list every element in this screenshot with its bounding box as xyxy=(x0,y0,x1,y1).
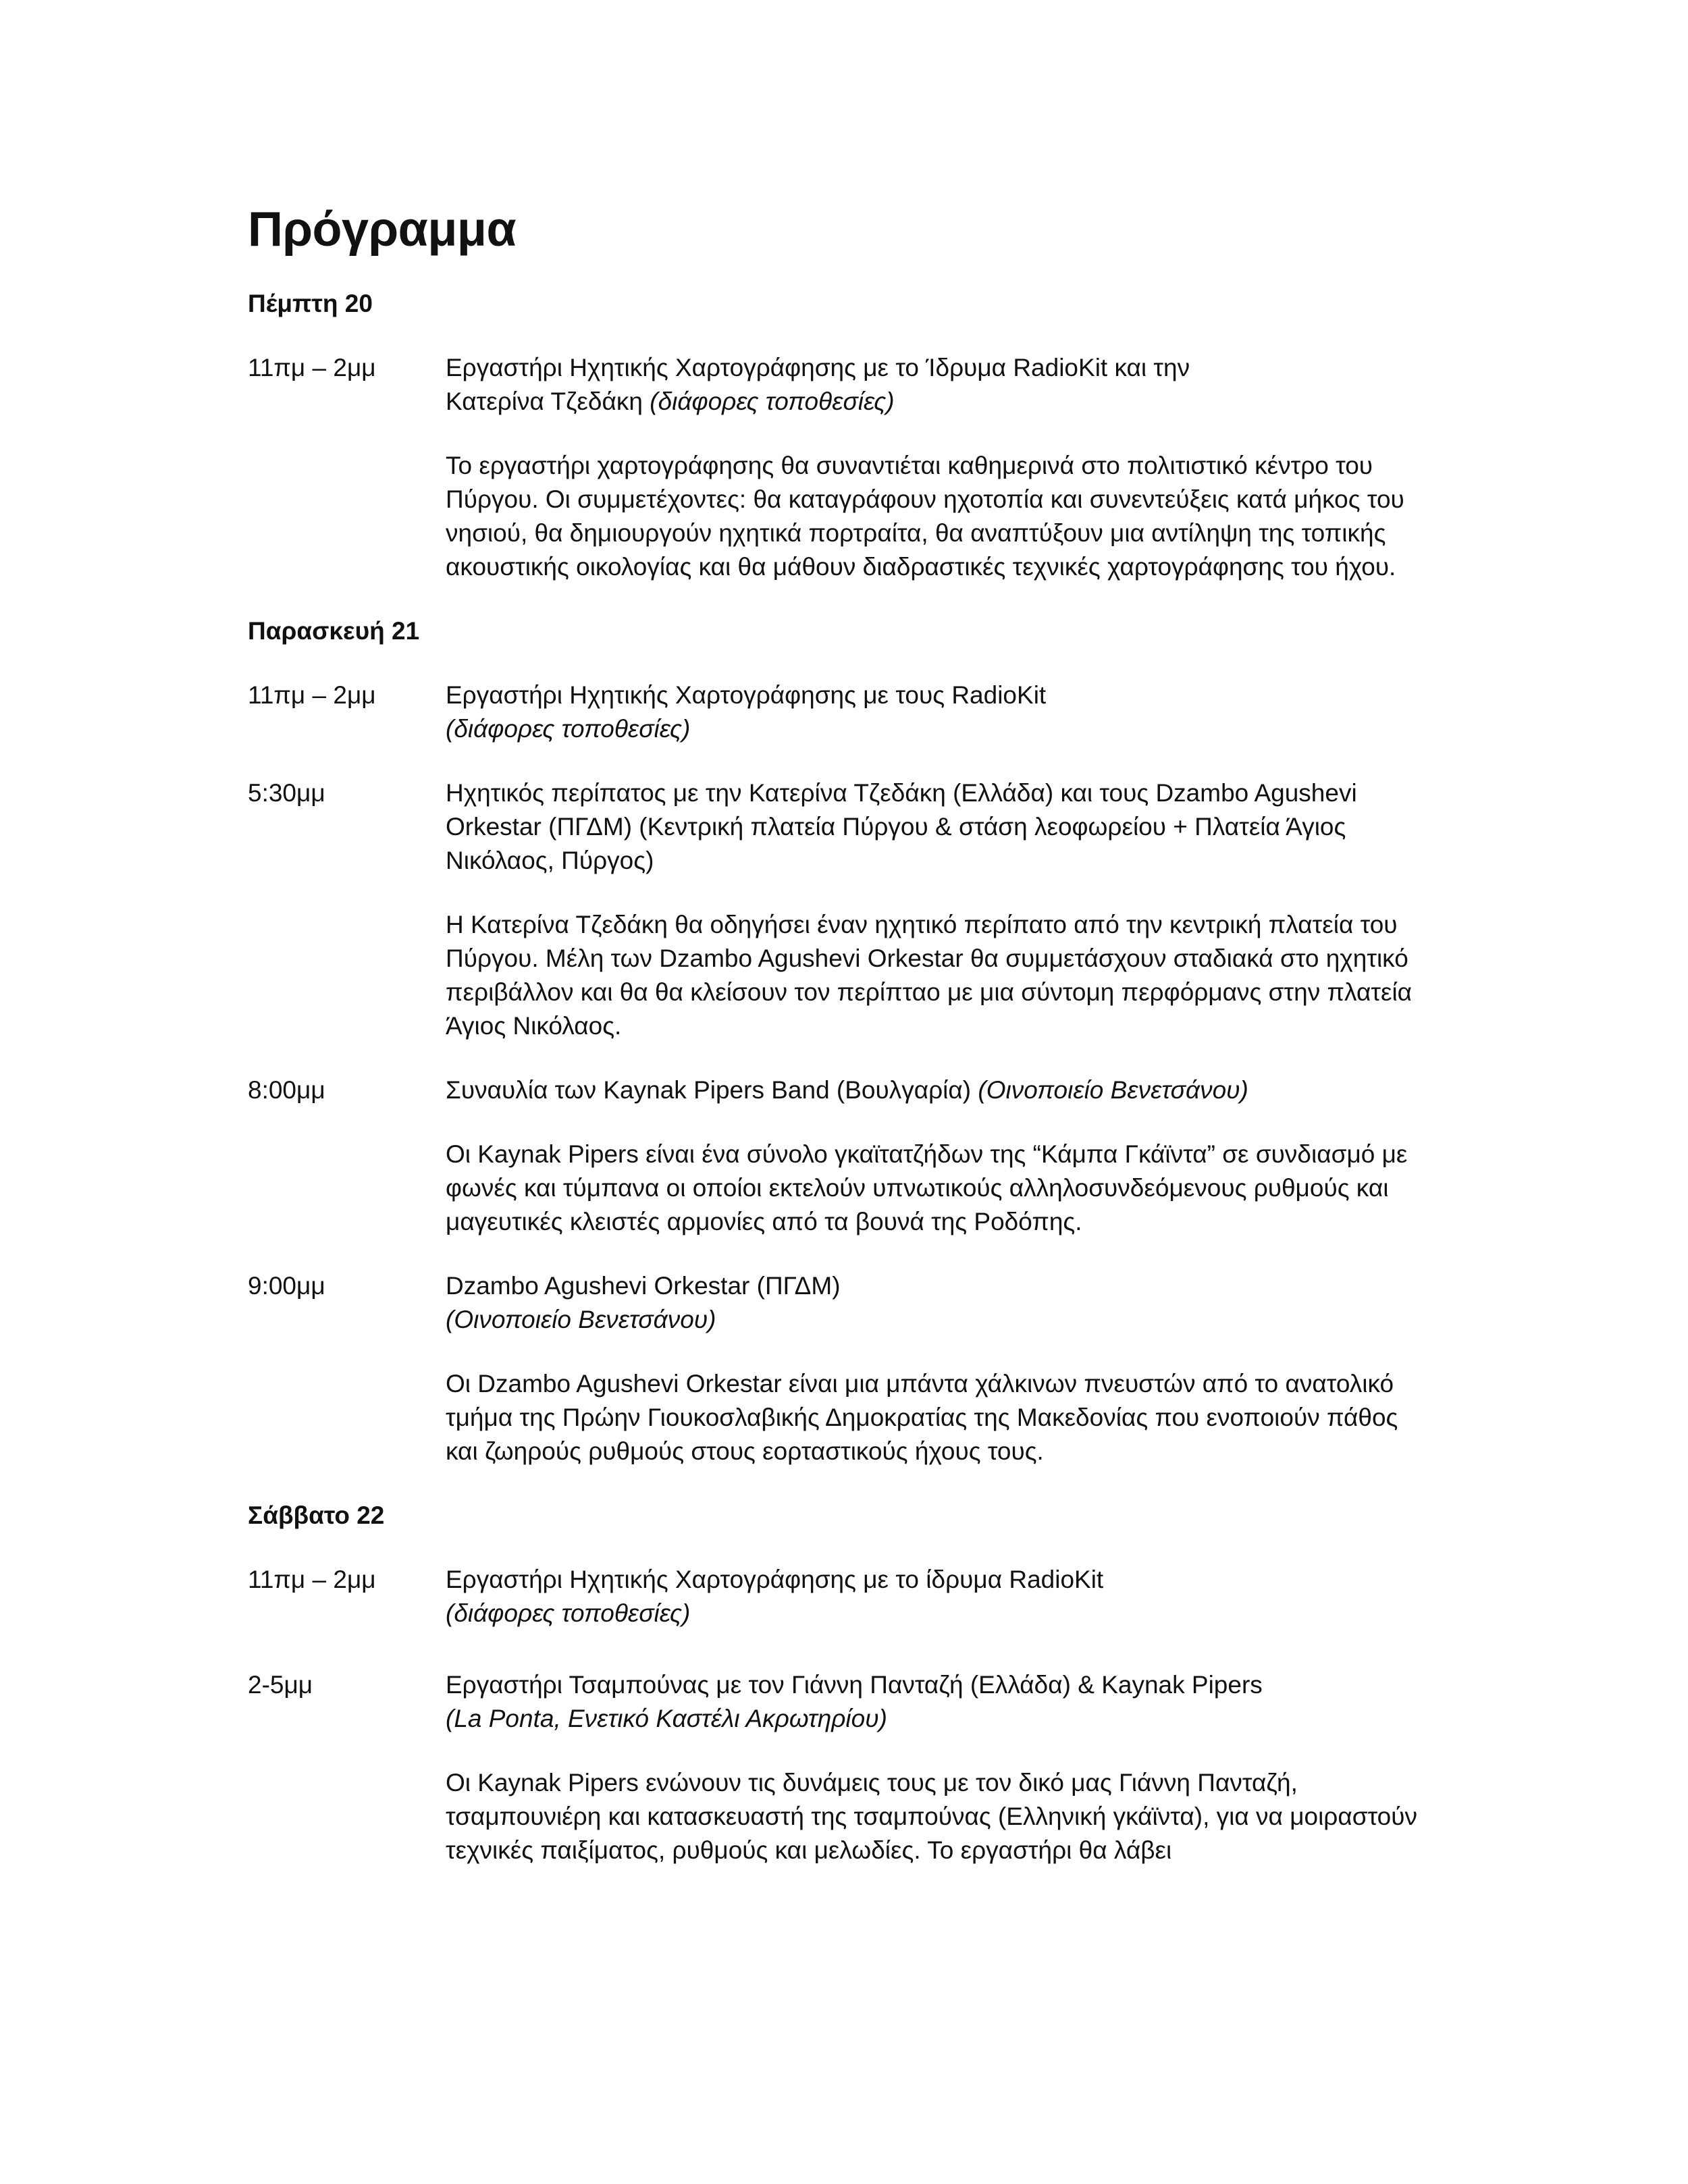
event-row xyxy=(248,1269,1450,1337)
event-location: (διάφορες τοποθεσίες) xyxy=(446,715,691,743)
event-title xyxy=(446,1269,1411,1337)
event-description: Οι Dzambo Agushevi Orkestar είναι μια μπάντα χάλκινων πνευστών από το ανατολικό τμήμα της Πρώην Γιουκοσλαβικής Δημοκρατίας της Μακεδονίας που ενοποιούν πάθος και ζωηρούς ρυθμούς στους εορταστικούς ήχους τους. xyxy=(446,1370,1398,1465)
day-heading-thursday: Πέμπτη 20 xyxy=(248,290,373,317)
event-title-text: Εργαστήρι Τσαμπούνας με τον Γιάννη Πανταζή (Ελλάδα) & Kaynak Pipers xyxy=(446,1671,1263,1699)
event-location: (διάφορες τοποθεσίες) xyxy=(650,388,895,415)
event-title-text: Συναυλία των Kaynak Pipers Band (Βουλγαρία) xyxy=(446,1076,972,1104)
event-location: (La Ponta, Ενετικό Καστέλι Ακρωτηρίου) xyxy=(446,1705,887,1732)
event-row xyxy=(248,678,1450,746)
event-time: 5:30μμ xyxy=(248,779,325,807)
event-location: (Οινοποιείο Βενετσάνου) xyxy=(446,1306,716,1333)
event-row xyxy=(248,1073,1450,1107)
event-title-text: Εργαστήρι Ηχητικής Χαρτογράφησης με το Ίδρυμα RadioKit και την Κατερίνα Τζεδάκη xyxy=(446,354,1190,415)
event-title-text: Εργαστήρι Ηχητικής Χαρτογράφησης με το ίδρυμα RadioKit xyxy=(446,1566,1104,1593)
event-time: 11πμ – 2μμ xyxy=(248,1566,376,1593)
event-title xyxy=(446,1563,1411,1630)
event-row xyxy=(248,776,1450,878)
day-heading-friday: Παρασκευή 21 xyxy=(248,617,420,645)
event-title-text: Dzambo Agushevi Orkestar (ΠΓΔΜ) xyxy=(446,1272,841,1300)
page-title: Πρόγραμμα xyxy=(248,203,517,257)
event-time: 8:00μμ xyxy=(248,1076,325,1104)
event-time: 11πμ – 2μμ xyxy=(248,681,376,709)
event-time: 2-5μμ xyxy=(248,1671,313,1699)
event-row xyxy=(248,351,1450,419)
event-title xyxy=(446,678,1121,746)
event-title xyxy=(446,1073,1411,1107)
event-title xyxy=(446,351,1290,419)
event-title-text: Εργαστήρι Ηχητικής Χαρτογράφησης με τους RadioKit xyxy=(446,681,1047,709)
schedule-page xyxy=(248,203,1450,1867)
event-row xyxy=(248,1668,1450,1736)
event-time: 9:00μμ xyxy=(248,1272,325,1300)
event-time: 11πμ – 2μμ xyxy=(248,354,376,381)
event-location: (Οινοποιείο Βενετσάνου) xyxy=(978,1076,1248,1104)
event-description: Η Κατερίνα Τζεδάκη θα οδηγήσει έναν ηχητικό περίπατο από την κεντρική πλατεία του Πύργου. Μέλη των Dzambo Agushevi Orkestar θα συμμετάσχουν σταδιακά στο ηχητικό περιβάλλον και θα θα κλείσουν τον περίπταο με μια σύντομη περφόρμανς στην πλατεία Άγιος Νικόλαος. xyxy=(446,911,1413,1040)
event-row xyxy=(248,1563,1450,1630)
event-description: Οι Kaynak Pipers είναι ένα σύνολο γκαϊτατζήδων της “Κάμπα Γκάϊντα” σε συνδιασμό με φωνές και τύμπανα οι οποίοι εκτελούν υπνωτικούς αλληλοσυνδεόμενους ρυθμούς και μαγευτικές κλειστές αρμονίες από τα βουνά της Ροδόπης. xyxy=(446,1140,1408,1235)
event-title xyxy=(446,1668,1411,1736)
event-location: (διάφορες τοποθεσίες) xyxy=(446,1599,691,1627)
event-title: Ηχητικός περίπατος με την Κατερίνα Τζεδάκη (Ελλάδα) και τους Dzambo Agushevi Orkestar (ΠΓΔΜ) (Κεντρική πλατεία Πύργου & στάση λεοφωρείου + Πλατεία Άγιος Νικόλαος, Πύργος) xyxy=(446,779,1357,874)
event-description: Οι Kaynak Pipers ενώνουν τις δυνάμεις τους με τον δικό μας Γιάννη Πανταζή, τσαμπουνιέρη και κατασκευαστή της τσαμπούνας (Ελληνική γκάϊντα), για να μοιραστούν τεχνικές παιξίματος, ρυθμούς και μελωδίες. Το εργαστήρι θα λάβει xyxy=(446,1769,1417,1864)
event-description: Το εργαστήρι χαρτογράφησης θα συναντιέται καθημερινά στο πολιτιστικό κέντρο του Πύργου. Οι συμμετέχοντες: θα καταγράφουν ηχοτοπία και συνεντεύξεις κατά μήκος του νησιού, θα δημιουργούν ηχητικά πορτραίτα, θα αναπτύξουν μια αντίληψη της τοπικής ακουστικής οικολογίας και θα μάθουν διαδραστικές τεχνικές χαρτογράφησης του ήχου. xyxy=(446,452,1404,581)
day-heading-saturday: Σάββατο 22 xyxy=(248,1501,385,1529)
